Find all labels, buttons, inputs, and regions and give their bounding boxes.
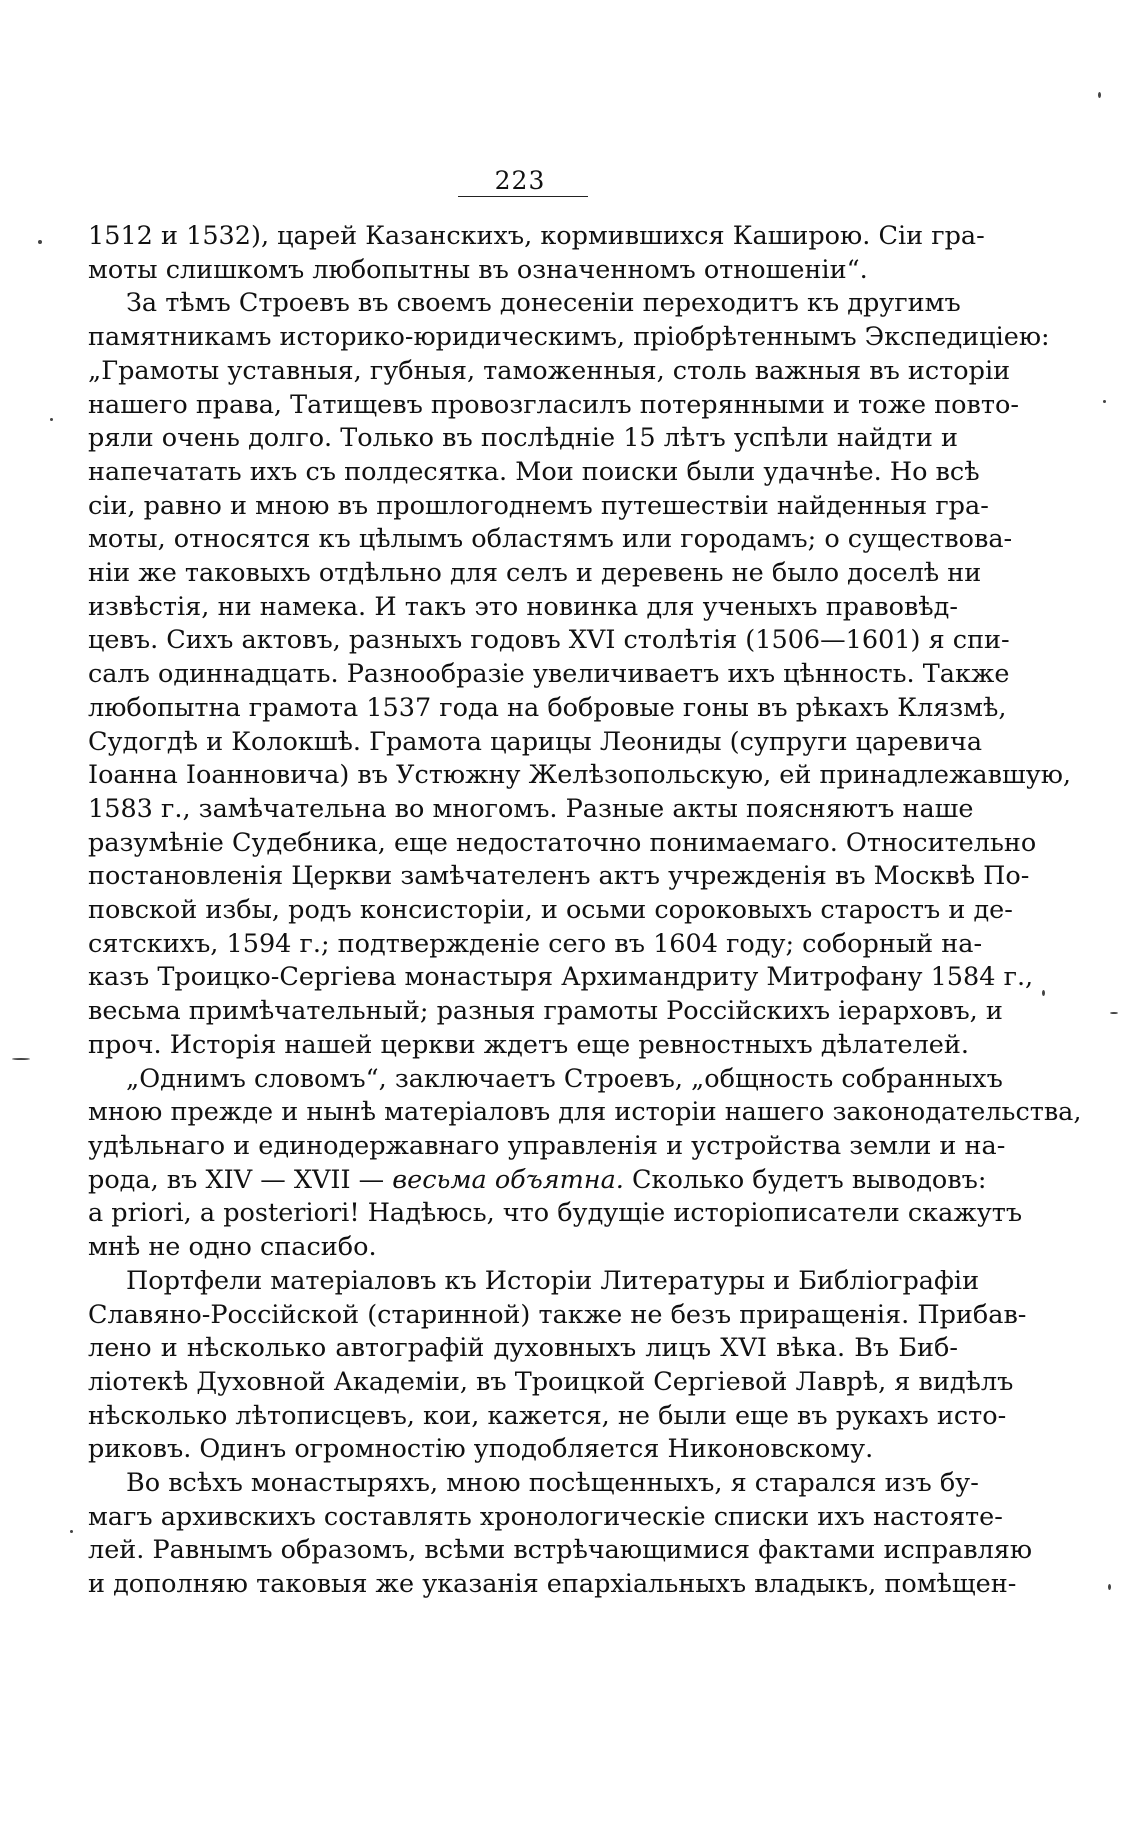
text-line: напечатать ихъ съ полдесятка. Мои поиски были удачнѣе. Но всѣ [88, 456, 980, 487]
text-line: проч. Исторія нашей церкви ждетъ еще ревностныхъ дѣлателей. [88, 1029, 969, 1060]
text-line: лено и нѣсколько автографій духовныхъ лицъ XVI вѣка. Въ Биб- [88, 1333, 958, 1364]
text-line: моты слишкомъ любопытны въ означенномъ отношеніи“. [88, 254, 868, 285]
text-line: Іоанна Іоанновича) въ Устюжну Желѣзопольскую, ей принадлежавшую, [88, 760, 1072, 791]
paragraph-3 [88, 1063, 1082, 1265]
text-line: и дополняю таковыя же указанія епархіальныхъ владыкъ, помѣщен- [88, 1569, 1017, 1600]
body-text [88, 220, 1082, 1602]
text-line: казъ Троицко-Сергіева монастыря Архимандриту Митрофану 1584 г., [88, 962, 1034, 993]
text-fragment: рода, въ XIV — XVII — [88, 1164, 393, 1195]
text-line: удѣльнаго и единодержавнаго управленія и устройства земли и на- [88, 1130, 1006, 1161]
text-line: 1512 и 1532), царей Казанскихъ, кормившихся Каширою. Сіи гра- [88, 221, 985, 251]
text-line: 1583 г., замѣчательна во многомъ. Разные акты поясняютъ наше [88, 793, 974, 824]
scan-speck [70, 1530, 73, 1533]
text-line: цевъ. Сихъ актовъ, разныхъ годовъ XVI столѣтія (1506—1601) я спи- [88, 625, 1010, 656]
text-line: нѣсколько лѣтописцевъ, кои, кажется, не были еще въ рукахъ исто- [88, 1400, 1007, 1431]
text-line: сіи, равно и мною въ прошлогоднемъ путешествіи найденныя гра- [88, 490, 989, 521]
text-line: риковъ. Одинъ огромностію уподобляется Никоновскому. [88, 1434, 874, 1465]
text-line: ряли очень долго. Только въ послѣдніе 15 лѣтъ успѣли найдти и [88, 423, 958, 454]
text-line: ніи же таковыхъ отдѣльно для селъ и деревень не было доселѣ ни [88, 558, 982, 589]
text-line: Во всѣхъ монастыряхъ, мною посѣщенныхъ, я старался изъ бу- [126, 1468, 979, 1499]
text-line: магъ архивскихъ составлять хронологическіе списки ихъ настояте- [88, 1501, 1003, 1532]
text-line: Славяно-Россійской (старинной) также не безъ приращенія. Прибав- [88, 1299, 1027, 1330]
page-number: 223 [494, 166, 546, 195]
text-line: любопытна грамота 1537 года на бобровые гоны въ рѣкахъ Клязмѣ, [88, 692, 1007, 723]
text-line: мною прежде и нынѣ матеріаловъ для исторіи нашего законодательства, [88, 1097, 1082, 1128]
text-line: извѣстія, ни намека. И такъ это новинка для ученыхъ правовѣд- [88, 591, 958, 622]
text-line: разумѣніе Судебника, еще недостаточно понимаемаго. Относительно [88, 827, 1037, 858]
text-line: За тѣмъ Строевъ въ своемъ донесеніи переходитъ къ другимъ [126, 288, 961, 319]
paragraph-1 [88, 220, 985, 287]
text-line-with-italic [88, 1164, 987, 1198]
text-line: памятникамъ историко-юридическимъ, пріобрѣтеннымъ Экспедиціею: [88, 322, 1050, 353]
text-line: салъ одиннадцать. Разнообразіе увеличиваетъ ихъ цѣнность. Также [88, 659, 1010, 690]
scan-speck [50, 418, 53, 421]
text-line: Судогдѣ и Колокшѣ. Грамота царицы Леониды (супруги царевича [88, 726, 983, 757]
paragraph-4 [88, 1265, 1027, 1467]
text-fragment: Сколько будетъ выводовъ: [623, 1164, 987, 1195]
text-line: лей. Равнымъ образомъ, всѣми встрѣчающимися фактами исправляю [88, 1535, 1033, 1566]
text-line: повской избы, родъ консисторіи, и осьми сороковыхъ старостъ и де- [88, 895, 1013, 926]
text-line: постановленія Церкви замѣчателенъ актъ учрежденія въ Москвѣ По- [88, 861, 1030, 892]
text-line: „Однимъ словомъ“, заключаетъ Строевъ, „общность собранныхъ [126, 1063, 1003, 1094]
scan-speck [1108, 1584, 1111, 1590]
text-line: нашего права, Татищевъ провозгласилъ потерянными и тоже повто- [88, 389, 1019, 420]
scan-speck [1098, 92, 1101, 98]
text-line: мнѣ не одно спасибо. [88, 1232, 377, 1263]
text-line: моты, относятся къ цѣлымъ областямъ или городамъ; о существова- [88, 524, 1013, 555]
scan-speck [38, 240, 42, 244]
scan-speck [12, 1058, 30, 1060]
scan-speck [1103, 400, 1106, 403]
paragraph-5 [88, 1467, 1033, 1602]
italic-emphasis: весьма объятна. [392, 1164, 624, 1195]
text-line: ліотекѣ Духовной Академіи, въ Троицкой Сергіевой Лаврѣ, я видѣлъ [88, 1366, 1014, 1397]
paragraph-2 [88, 287, 1072, 1062]
page-number-rule [458, 196, 588, 197]
scan-speck [1042, 990, 1045, 996]
text-line: Портфели матеріаловъ къ Исторіи Литературы и Библіографіи [126, 1265, 980, 1296]
text-line: сятскихъ, 1594 г.; подтвержденіе сего въ 1604 году; соборный на- [88, 928, 983, 959]
text-line: „Грамоты уставныя, губныя, таможенныя, столь важныя въ исторіи [88, 355, 1011, 386]
text-line: a priori, a posteriori! Надѣюсь, что будущіе исторіописатели скажутъ [88, 1198, 1023, 1229]
text-line: весьма примѣчательный; разныя грамоты Россійскихъ іерарховъ, и [88, 996, 1003, 1027]
scan-speck [1110, 1012, 1118, 1014]
